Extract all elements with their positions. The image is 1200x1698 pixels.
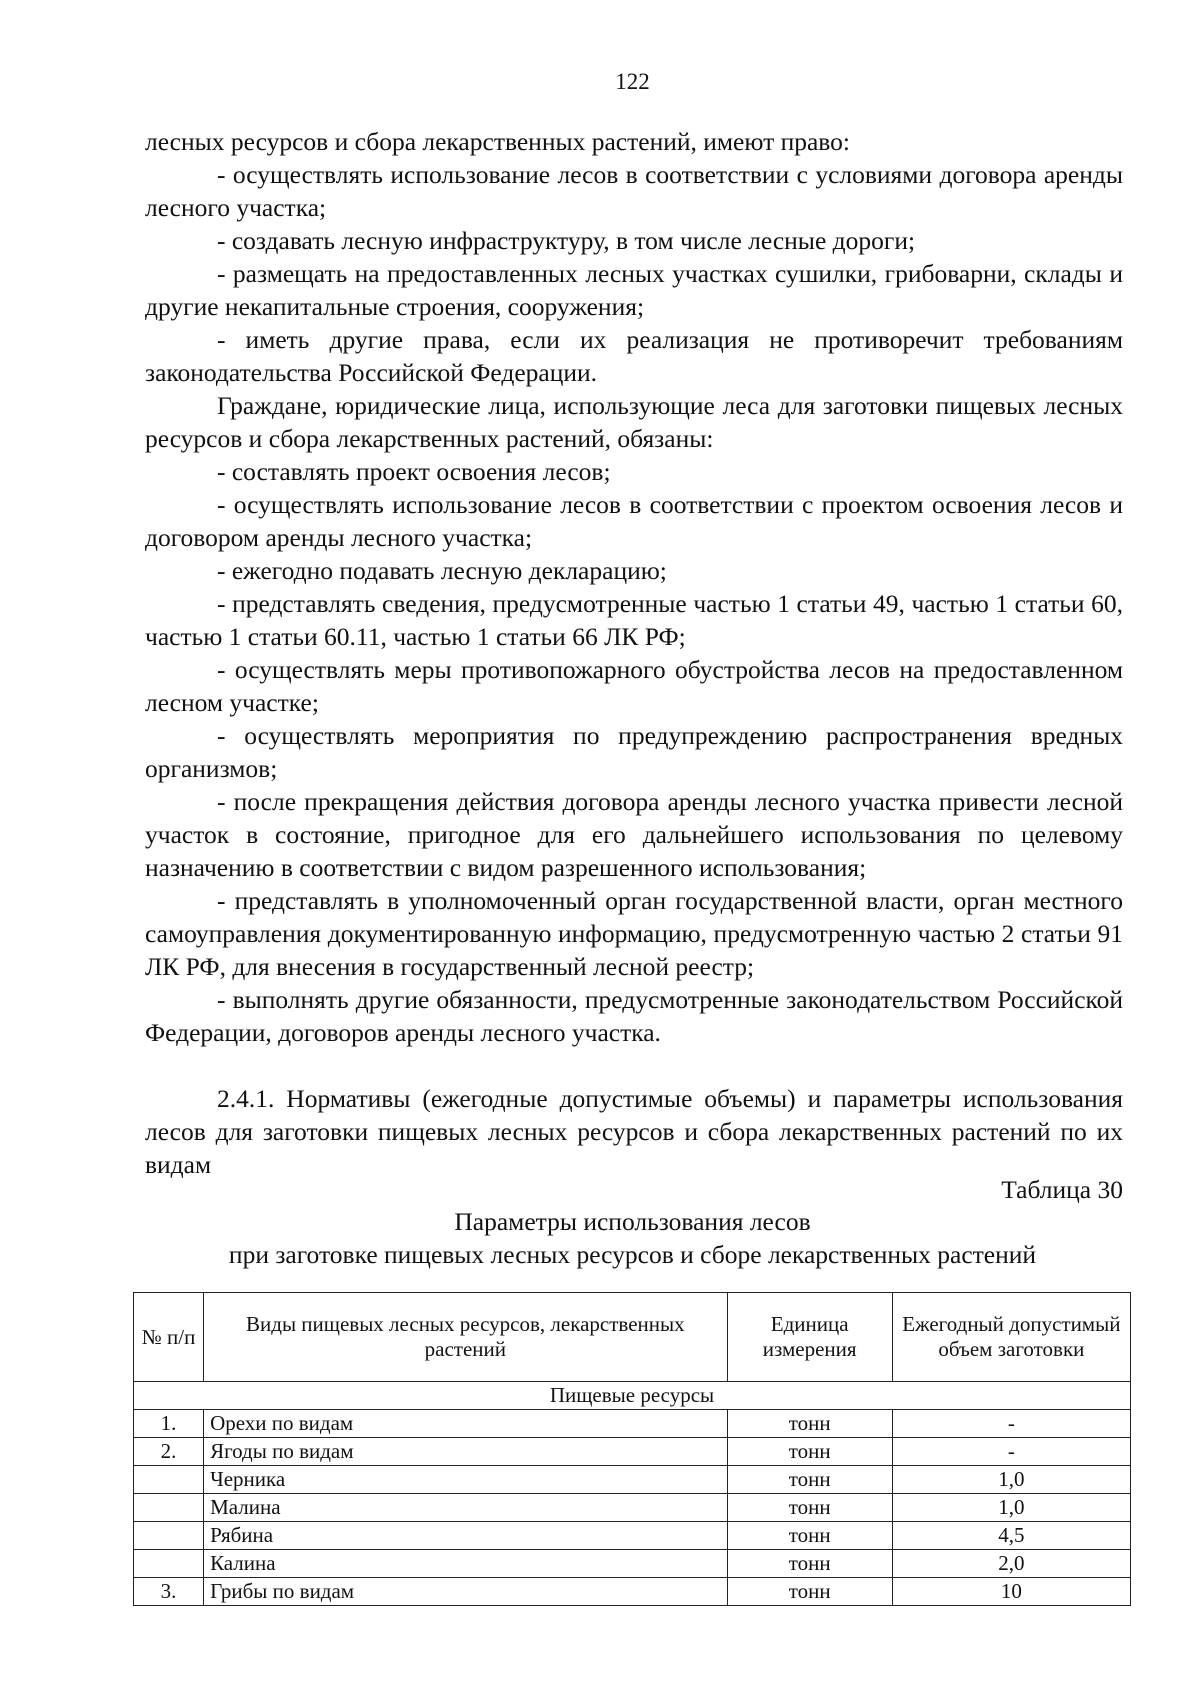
cell-volume: 1,0 bbox=[892, 1494, 1130, 1522]
cell-name: Калина bbox=[204, 1550, 728, 1578]
paragraph: - выполнять другие обязанности, предусмотренные законодательством Российской Федерации, договоров аренды лесного участка. bbox=[145, 985, 1123, 1047]
table-row bbox=[134, 1438, 1131, 1466]
paragraph: - иметь другие права, если их реализация не противоречит требованиям законодательства Российской Федерации. bbox=[145, 325, 1123, 387]
paragraph: - составлять проект освоения лесов; bbox=[217, 457, 611, 486]
cell-volume: 4,5 bbox=[892, 1522, 1130, 1550]
cell-num: 2. bbox=[134, 1438, 204, 1466]
paragraph: - осуществлять использование лесов в соответствии с проектом освоения лесов и договором аренды лесного участка; bbox=[145, 490, 1123, 552]
paragraph: Граждане, юридические лица, использующие леса для заготовки пищевых лесных ресурсов и сбора лекарственных растений, обязаны: bbox=[145, 391, 1123, 453]
table-row bbox=[134, 1466, 1131, 1494]
table-row bbox=[134, 1522, 1131, 1550]
cell-num: 1. bbox=[134, 1410, 204, 1438]
cell-num bbox=[134, 1494, 204, 1522]
paragraph: - размещать на предоставленных лесных участках сушилки, грибоварни, склады и другие некапитальные строения, сооружения; bbox=[145, 259, 1123, 321]
cell-name: Ягоды по видам bbox=[204, 1438, 728, 1466]
paragraph: - после прекращения действия договора аренды лесного участка привести лесной участок в состояние, пригодное для его дальнейшего использования по целевому назначению в соответствии с видом разрешенного использования; bbox=[145, 787, 1123, 882]
header-num: № п/п bbox=[134, 1293, 204, 1382]
cell-name: Малина bbox=[204, 1494, 728, 1522]
paragraph: лесных ресурсов и сбора лекарственных растений, имеют право: bbox=[145, 127, 851, 156]
table-title-line-2: при заготовке пищевых лесных ресурсов и сборе лекарственных растений bbox=[228, 1240, 1037, 1269]
cell-name: Рябина bbox=[204, 1522, 728, 1550]
cell-unit: тонн bbox=[727, 1522, 892, 1550]
paragraph: - представлять в уполномоченный орган государственной власти, орган местного самоуправления документированную информацию, предусмотренную частью 2 статьи 91 ЛК РФ, для внесения в государственный лесной реестр; bbox=[145, 886, 1123, 981]
cell-unit: тонн bbox=[727, 1410, 892, 1438]
paragraph: - ежегодно подавать лесную декларацию; bbox=[217, 556, 667, 585]
paragraph: - создавать лесную инфраструктуру, в том числе лесные дороги; bbox=[217, 226, 916, 255]
table-header-row bbox=[134, 1293, 1131, 1382]
cell-num: 3. bbox=[134, 1578, 204, 1606]
cell-unit: тонн bbox=[727, 1550, 892, 1578]
cell-unit: тонн bbox=[727, 1494, 892, 1522]
cell-name: Черника bbox=[204, 1466, 728, 1494]
table-row bbox=[134, 1550, 1131, 1578]
cell-unit: тонн bbox=[727, 1438, 892, 1466]
paragraph: - осуществлять использование лесов в соответствии с условиями договора аренды лесного участка; bbox=[145, 160, 1123, 222]
cell-num bbox=[134, 1466, 204, 1494]
cell-volume: - bbox=[892, 1410, 1130, 1438]
header-unit: Единица измерения bbox=[727, 1293, 892, 1382]
table-title bbox=[0, 1205, 1200, 1271]
params-table bbox=[133, 1292, 1131, 1606]
table-label: Таблица 30 bbox=[1001, 1175, 1123, 1204]
cell-num bbox=[134, 1550, 204, 1578]
cell-volume: 10 bbox=[892, 1578, 1130, 1606]
cell-name: Грибы по видам bbox=[204, 1578, 728, 1606]
table-row bbox=[134, 1494, 1131, 1522]
cell-volume: - bbox=[892, 1438, 1130, 1466]
page-number: 122 bbox=[615, 69, 650, 94]
section-food: Пищевые ресурсы bbox=[134, 1382, 1131, 1410]
cell-num bbox=[134, 1522, 204, 1550]
cell-volume: 1,0 bbox=[892, 1466, 1130, 1494]
section-heading: 2.4.1. Нормативы (ежегодные допустимые объемы) и параметры использования лесов для заготовки пищевых лесных ресурсов и сбора лекарственных растений по их видам bbox=[145, 1084, 1123, 1179]
paragraph: - осуществлять меры противопожарного обустройства лесов на предоставленном лесном участке; bbox=[145, 655, 1123, 717]
paragraph: - представлять сведения, предусмотренные частью 1 статьи 49, частью 1 статьи 60, частью 1 статьи 60.11, частью 1 статьи 66 ЛК РФ; bbox=[145, 589, 1123, 651]
table-row bbox=[134, 1410, 1131, 1438]
cell-name: Орехи по видам bbox=[204, 1410, 728, 1438]
header-name: Виды пищевых лесных ресурсов, лекарственных растений bbox=[204, 1293, 728, 1382]
paragraph: - осуществлять мероприятия по предупреждению распространения вредных организмов; bbox=[145, 721, 1123, 783]
table-title-line-1: Параметры использования лесов bbox=[454, 1207, 811, 1236]
table-row bbox=[134, 1578, 1131, 1606]
cell-unit: тонн bbox=[727, 1578, 892, 1606]
section-row bbox=[134, 1382, 1131, 1410]
document-body bbox=[145, 125, 1123, 1181]
cell-volume: 2,0 bbox=[892, 1550, 1130, 1578]
cell-unit: тонн bbox=[727, 1466, 892, 1494]
header-volume: Ежегодный допустимый объем заготовки bbox=[892, 1293, 1130, 1382]
